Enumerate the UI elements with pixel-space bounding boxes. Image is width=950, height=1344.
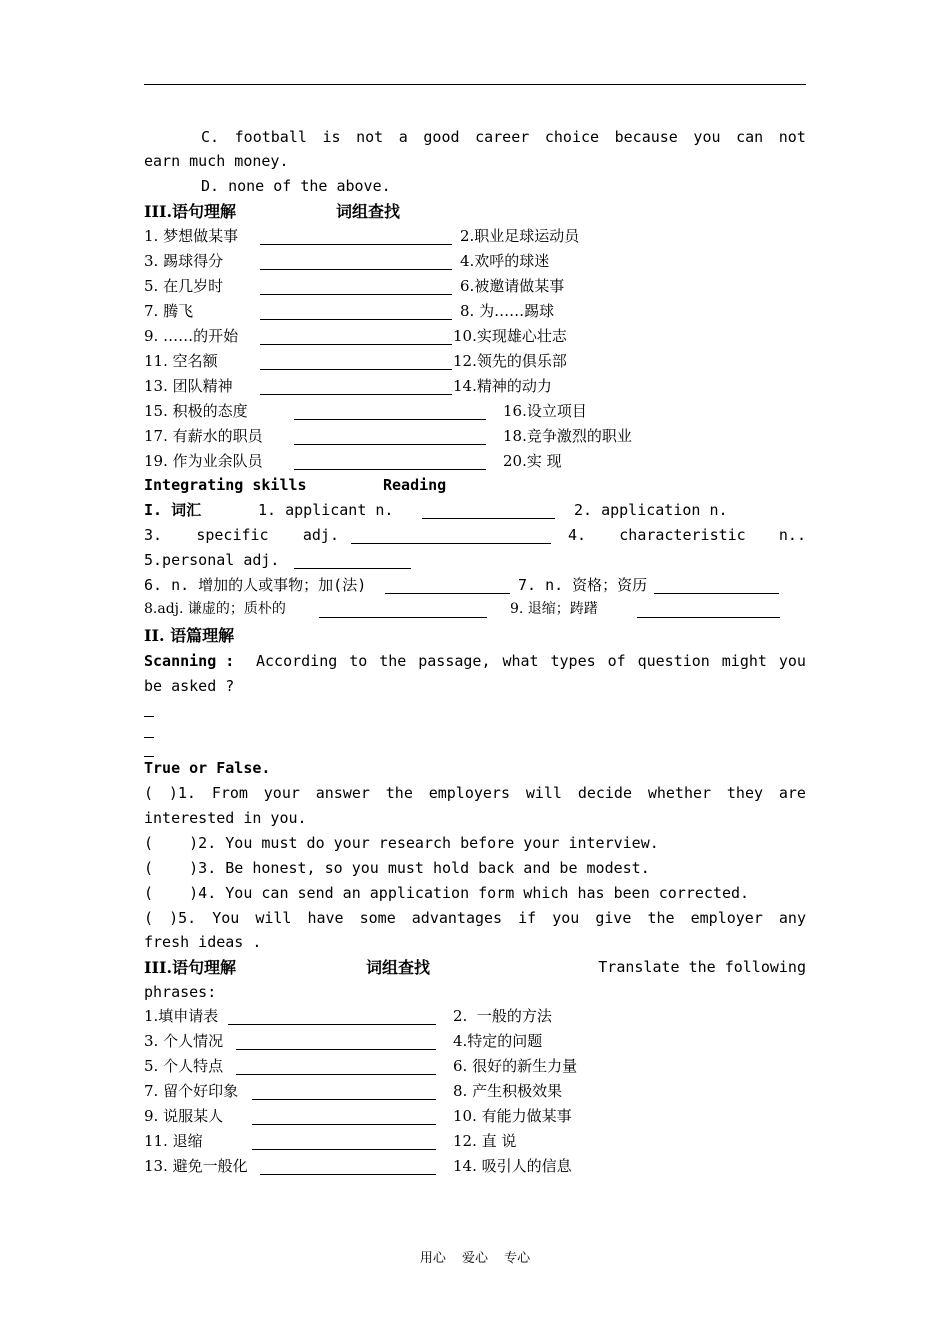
phrase-right: 2. 一般的方法 (453, 1007, 552, 1025)
scanning-word: of (607, 652, 626, 670)
option-c-word: you (693, 128, 721, 146)
section3a-row (144, 324, 806, 349)
section3b-instruction: Translate the following (598, 958, 806, 976)
vocab-item4 (568, 523, 806, 548)
answer-blank[interactable] (252, 1082, 436, 1100)
answer-blank[interactable] (236, 1032, 436, 1050)
phrase-right: 8. 产生积极效果 (453, 1082, 563, 1100)
tf-q5-word: any (778, 909, 806, 927)
vocab-item6: 6. n. 增加的人或事物；加(法) (144, 576, 367, 594)
answer-blank[interactable] (236, 1057, 436, 1075)
tf-q5-word: )5. (169, 909, 197, 927)
answer-blank[interactable] (260, 302, 452, 320)
section2-heading: II. 语篇理解 (144, 626, 235, 645)
vocab-item3-word: 3. (144, 526, 163, 544)
answer-blank[interactable] (260, 227, 452, 245)
phrase-right: 4.欢呼的球迷 (460, 252, 550, 270)
phrase-right: 12. 直 说 (453, 1132, 517, 1150)
answer-line[interactable] (144, 716, 154, 717)
tf-q4: ( )4. You can send an application form which has been corrected. (144, 884, 750, 902)
option-c-word: career (475, 128, 530, 146)
scanning-word: According (256, 652, 338, 670)
vocab-row-3 (144, 548, 806, 573)
answer-blank[interactable] (294, 427, 486, 445)
tf-q1-word: will (525, 784, 562, 802)
option-c-line2: earn much money. (144, 152, 289, 170)
answer-blank[interactable] (294, 551, 411, 569)
phrase-left: 13. 团队精神 (144, 377, 233, 395)
vocab-row-4 (144, 573, 806, 598)
tf-q5-word: give (595, 909, 632, 927)
vocab-row-1 (144, 498, 806, 523)
section3a-row (144, 249, 806, 274)
option-c-word: is (322, 128, 341, 146)
integrating-subtitle: Reading (383, 476, 447, 494)
answer-line[interactable] (144, 737, 154, 738)
phrase-left: 3. 个人情况 (144, 1032, 224, 1050)
section3b-row (144, 1029, 806, 1054)
phrase-right: 10. 有能力做某事 (453, 1107, 572, 1125)
tf-q1-word: employers (428, 784, 510, 802)
tf-q1-word: they (726, 784, 764, 802)
tf-q5-line2: fresh ideas . (144, 933, 262, 951)
phrase-right: 12.领先的俱乐部 (453, 352, 567, 370)
phrase-right: 14.精神的动力 (453, 377, 552, 395)
page-footer (0, 1247, 950, 1266)
phrase-left: 1.填申请表 (144, 1007, 219, 1025)
vocab-row-2 (144, 523, 806, 548)
phrase-left: 9. 说服某人 (144, 1107, 224, 1125)
tf-q5-word: will (255, 909, 292, 927)
phrase-right: 6.被邀请做某事 (460, 277, 565, 295)
tf-q5-word: employer (690, 909, 763, 927)
phrase-left: 1. 梦想做某事 (144, 227, 239, 245)
phrase-left: 9. ……的开始 (144, 327, 239, 345)
tf-q1-word: )1. (168, 784, 196, 802)
vocab-item7: 7. n. 资格；资历 (518, 576, 648, 594)
section3a-title: III.语句理解 (144, 202, 237, 221)
answer-blank[interactable] (654, 576, 779, 594)
tf-q1-word: the (385, 784, 413, 802)
phrase-left: 17. 有薪水的职员 (144, 427, 263, 445)
scanning-word: you (778, 652, 806, 670)
scanning-word: the (379, 652, 407, 670)
section3a-row (144, 424, 806, 449)
phrase-left: 11. 退缩 (144, 1132, 203, 1150)
vocab-row-5 (144, 597, 806, 622)
section3a-row (144, 374, 806, 399)
section3a-row (144, 349, 806, 374)
tf-q5-word: you (552, 909, 580, 927)
answer-blank[interactable] (228, 1007, 436, 1025)
scanning-word: types (550, 652, 596, 670)
tf-q5-word: ( (144, 909, 154, 927)
footer-text-3: 专心 (504, 1251, 531, 1266)
answer-blank[interactable] (351, 526, 551, 544)
answer-blank[interactable] (260, 327, 452, 345)
tf-q5-word: advantages (411, 909, 503, 927)
phrase-right: 18.竞争激烈的职业 (503, 427, 632, 445)
vocab-item5: 5.personal adj. (144, 551, 280, 569)
option-c-word: because (614, 128, 678, 146)
tf-q5-word: some (359, 909, 396, 927)
section3b-row (144, 1004, 806, 1029)
option-c-word: not (356, 128, 384, 146)
answer-blank[interactable] (637, 600, 780, 618)
tf-q5-word: if (518, 909, 537, 927)
section3b-row (144, 1104, 806, 1129)
option-c-word: choice (544, 128, 600, 146)
vocab-heading: I. 词汇 (144, 501, 202, 519)
tf-q1-word: ( (144, 784, 154, 802)
tf-heading: True or False. (144, 759, 271, 777)
section3b-subtitle: 词组查找 (366, 958, 431, 977)
scanning-word: to (349, 652, 368, 670)
phrase-left: 7. 腾飞 (144, 302, 194, 320)
footer-text-2: 爱心 (461, 1251, 488, 1266)
vocab-item9: 9. 退缩；踌躇 (510, 601, 598, 617)
section3b-row (144, 1054, 806, 1079)
phrase-left: 3. 踢球得分 (144, 252, 224, 270)
scanning-word: question (637, 652, 710, 670)
option-c-word: not (778, 128, 806, 146)
vocab-item8: 8.adj. 谦虚的；质朴的 (144, 601, 286, 617)
vocab-item4-word: n.. (778, 526, 806, 544)
option-c-word: C. (201, 128, 220, 146)
tf-q1-word: your (263, 784, 300, 802)
option-d: D. none of the above. (201, 177, 391, 195)
scanning-label: Scanning : (144, 652, 235, 670)
integrating-heading (144, 473, 806, 498)
tf-q5-word: have (307, 909, 344, 927)
section3b-heading (144, 955, 806, 980)
section3b-instruction-line2: phrases: (144, 983, 217, 1001)
section3a-heading (144, 199, 806, 224)
section3b-title: III.语句理解 (144, 958, 237, 977)
scanning-question (256, 649, 806, 674)
section3b-row (144, 1129, 806, 1154)
tf-q1-word: whether (647, 784, 712, 802)
phrase-left: 7. 留个好印象 (144, 1082, 239, 1100)
phrase-left: 11. 空名额 (144, 352, 218, 370)
tf-q2: ( )2. You must do your research before your interview. (144, 834, 659, 852)
tf-q1-word: From (211, 784, 248, 802)
phrase-right: 4.特定的问题 (453, 1032, 543, 1050)
phrase-left: 13. 避免一般化 (144, 1157, 248, 1175)
vocab-item3-word: specific (196, 526, 269, 544)
tf-q1-line2: interested in you. (144, 809, 307, 827)
vocab-item3 (144, 523, 339, 548)
section3a-row (144, 274, 806, 299)
vocab-item1: 1. applicant n. (258, 501, 394, 519)
section3a-row (144, 449, 806, 474)
phrase-right: 16.设立项目 (503, 402, 587, 420)
answer-blank[interactable] (252, 1107, 436, 1125)
phrase-left: 5. 个人特点 (144, 1057, 224, 1075)
phrase-left: 19. 作为业余队员 (144, 452, 263, 470)
phrase-right: 6. 很好的新生力量 (453, 1057, 578, 1075)
option-c-line1 (144, 125, 806, 150)
answer-blank[interactable] (422, 501, 555, 519)
scanning-line2: be asked ? (144, 677, 235, 695)
answer-blank[interactable] (319, 600, 487, 618)
section3a-row (144, 224, 806, 249)
tf-q1-line1 (144, 781, 806, 806)
phrase-left: 5. 在几岁时 (144, 277, 224, 295)
answer-blank[interactable] (260, 252, 452, 270)
vocab-item4-word: characteristic (619, 526, 746, 544)
tf-q5-line1 (144, 906, 806, 931)
vocab-item4-word: 4. (568, 526, 587, 544)
option-c-word: can (736, 128, 764, 146)
option-c-word: good (423, 128, 460, 146)
vocab-item3-word: adj. (302, 526, 339, 544)
answer-blank[interactable] (260, 1157, 436, 1175)
answer-blank[interactable] (260, 277, 452, 295)
answer-blank[interactable] (294, 452, 486, 470)
header-rule (144, 84, 806, 85)
footer-text-1: 用心 (419, 1251, 446, 1266)
section3a-subtitle: 词组查找 (336, 202, 401, 221)
scanning-word: might (721, 652, 767, 670)
tf-q5-word: You (212, 909, 240, 927)
tf-q3: ( )3. Be honest, so you must hold back and be modest. (144, 859, 650, 877)
option-c-word: a (398, 128, 408, 146)
phrase-left: 15. 积极的态度 (144, 402, 248, 420)
phrase-right: 10.实现雄心壮志 (453, 327, 567, 345)
answer-blank[interactable] (260, 377, 452, 395)
section3b-row (144, 1079, 806, 1104)
tf-q5-word: the (647, 909, 675, 927)
section3b-row (144, 1154, 806, 1179)
answer-blank[interactable] (294, 402, 486, 420)
phrase-right: 2.职业足球运动员 (460, 227, 580, 245)
tf-q1-word: are (778, 784, 806, 802)
scanning-line1 (144, 649, 806, 674)
vocab-item2: 2. application n. (574, 501, 728, 519)
scanning-word: passage, (418, 652, 491, 670)
answer-blank[interactable] (385, 576, 510, 594)
phrase-right: 14. 吸引人的信息 (453, 1157, 572, 1175)
integrating-title: Integrating skills (144, 476, 307, 494)
tf-q1-word: decide (577, 784, 632, 802)
section3a-row (144, 399, 806, 424)
scanning-word: what (502, 652, 539, 670)
phrase-right: 8. 为……踢球 (460, 302, 555, 320)
answer-blank[interactable] (260, 352, 452, 370)
option-c-word: football (234, 128, 307, 146)
phrase-right: 20.实 现 (503, 452, 562, 470)
answer-blank[interactable] (252, 1132, 436, 1150)
tf-q1-word: answer (315, 784, 370, 802)
section3a-row (144, 299, 806, 324)
